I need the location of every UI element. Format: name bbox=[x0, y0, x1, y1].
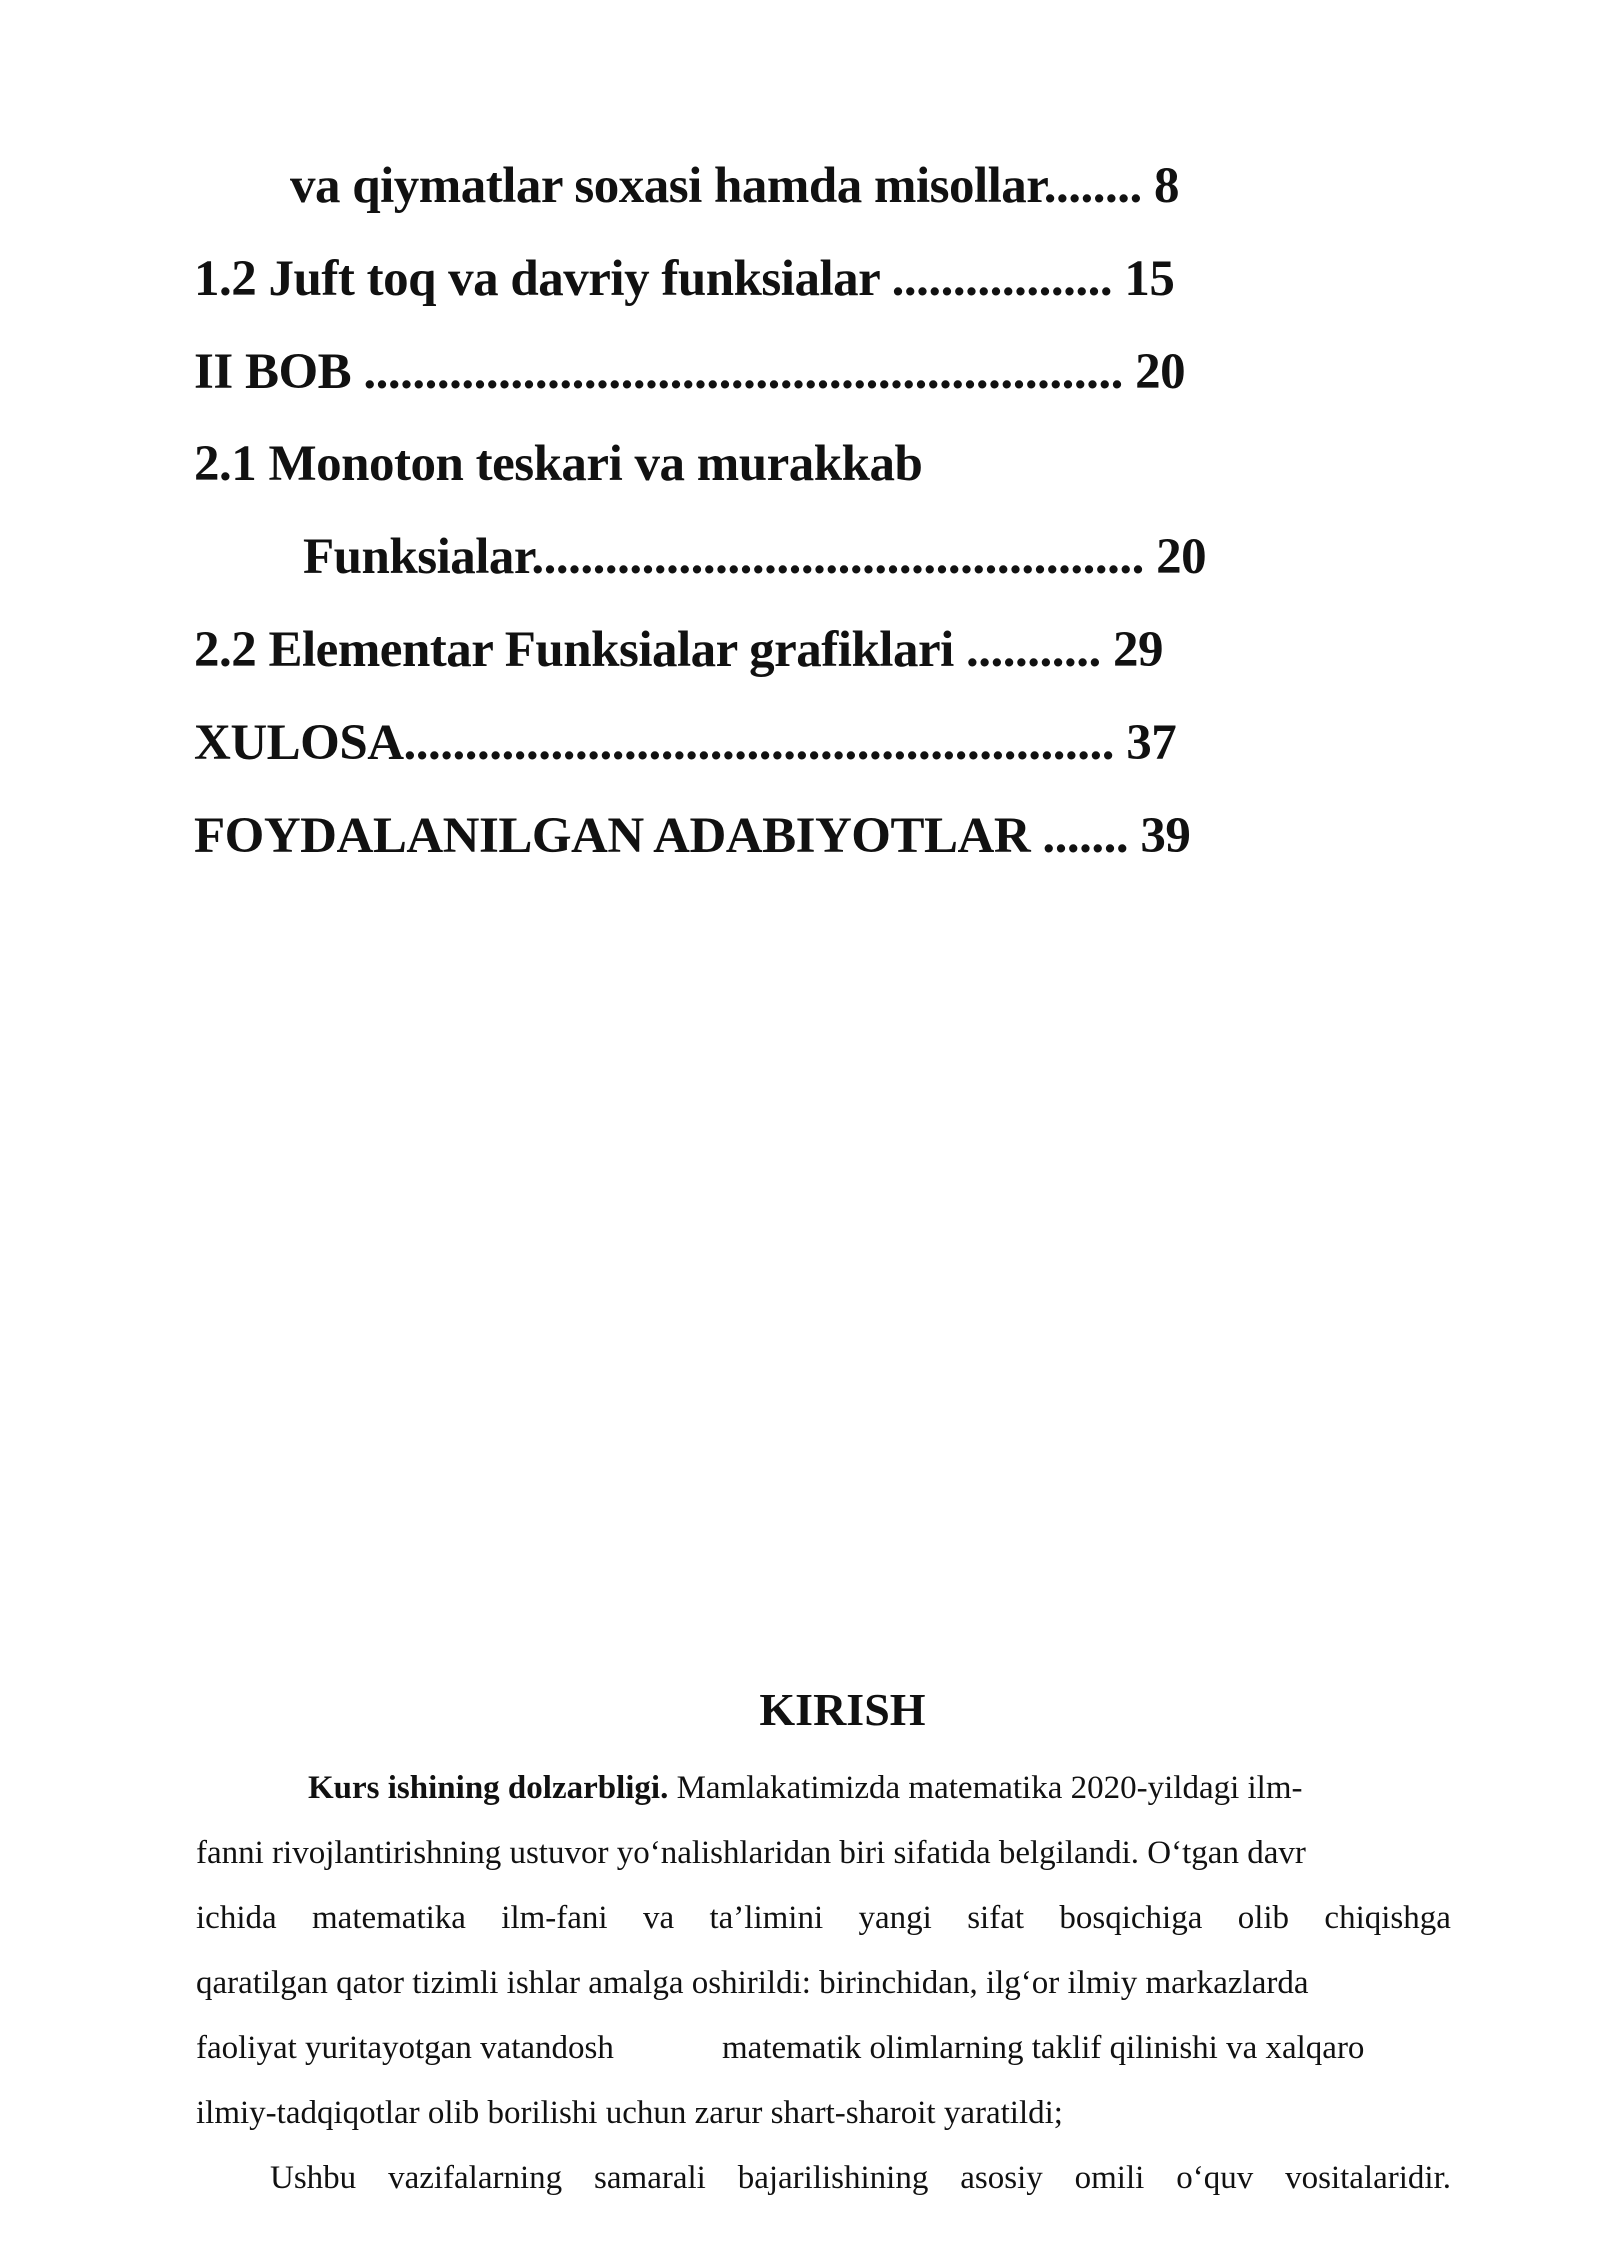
toc-entry: XULOSA.......................................................... 37 bbox=[194, 715, 1177, 771]
paragraph-text: faoliyat yuritayotgan vatandosh bbox=[196, 2030, 614, 2066]
word: samarali bbox=[594, 2160, 706, 2196]
toc-entry: FOYDALANILGAN ADABIYOTLAR ....... 39 bbox=[194, 808, 1191, 864]
toc-entry: 2.1 Monoton teskari va murakkab bbox=[194, 436, 923, 492]
paragraph-text: Mamlakatimizda matematika 2020-yildagi ilm- bbox=[668, 1770, 1303, 1806]
paragraph-line: ilmiy-tadqiqotlar olib borilishi uchun zarur shart-sharoit yaratildi; bbox=[196, 2095, 1063, 2131]
section-title: KIRISH bbox=[759, 1684, 926, 1735]
word: yangi bbox=[858, 1900, 932, 1936]
paragraph-lead: Kurs ishining dolzarbligi. bbox=[308, 1770, 669, 1806]
paragraph-line bbox=[722, 2028, 1364, 2068]
word: olib bbox=[1237, 1900, 1290, 1936]
paragraph-text: matematik olimlarning taklif qilinishi va xalqaro bbox=[722, 2030, 1365, 2066]
paragraph-line bbox=[196, 2028, 614, 2068]
toc-entry: 2.2 Elementar Funksialar grafiklari ........... 29 bbox=[194, 622, 1164, 678]
toc-entry: Funksialar.................................................. 20 bbox=[303, 529, 1207, 585]
paragraph-line bbox=[196, 1898, 1451, 1938]
word: chiqishga bbox=[1324, 1900, 1451, 1936]
word: sifat bbox=[967, 1900, 1025, 1936]
word: vositalaridir. bbox=[1285, 2160, 1451, 2196]
paragraph-line: fanni rivojlantirishning ustuvor yo‘nalishlaridan biri sifatida belgilandi. O‘tgan davr bbox=[196, 1835, 1306, 1871]
word: o‘quv bbox=[1176, 2160, 1254, 2196]
word: Ushbu bbox=[270, 2160, 357, 2196]
paragraph-line bbox=[270, 2158, 1451, 2198]
word: omili bbox=[1074, 2160, 1145, 2196]
word: ilm-fani bbox=[501, 1900, 608, 1936]
word: ichida bbox=[196, 1900, 277, 1936]
word: bosqichiga bbox=[1059, 1900, 1203, 1936]
paragraph-line bbox=[308, 1768, 1303, 1808]
word: matematika bbox=[312, 1900, 466, 1936]
word: asosiy bbox=[960, 2160, 1043, 2196]
toc-entry: va qiymatlar soxasi hamda misollar........ 8 bbox=[290, 158, 1180, 214]
word: bajarilishining bbox=[737, 2160, 929, 2196]
word: ta’limini bbox=[709, 1900, 824, 1936]
toc-entry: II BOB .............................................................. 20 bbox=[194, 344, 1186, 400]
word: va bbox=[642, 1900, 675, 1936]
word: vazifalarning bbox=[388, 2160, 563, 2196]
paragraph-line: qaratilgan qator tizimli ishlar amalga oshirildi: birinchidan, ilg‘or ilmiy markazlarda bbox=[196, 1965, 1309, 2001]
toc-entry: 1.2 Juft toq va davriy funksialar .................. 15 bbox=[194, 251, 1175, 307]
